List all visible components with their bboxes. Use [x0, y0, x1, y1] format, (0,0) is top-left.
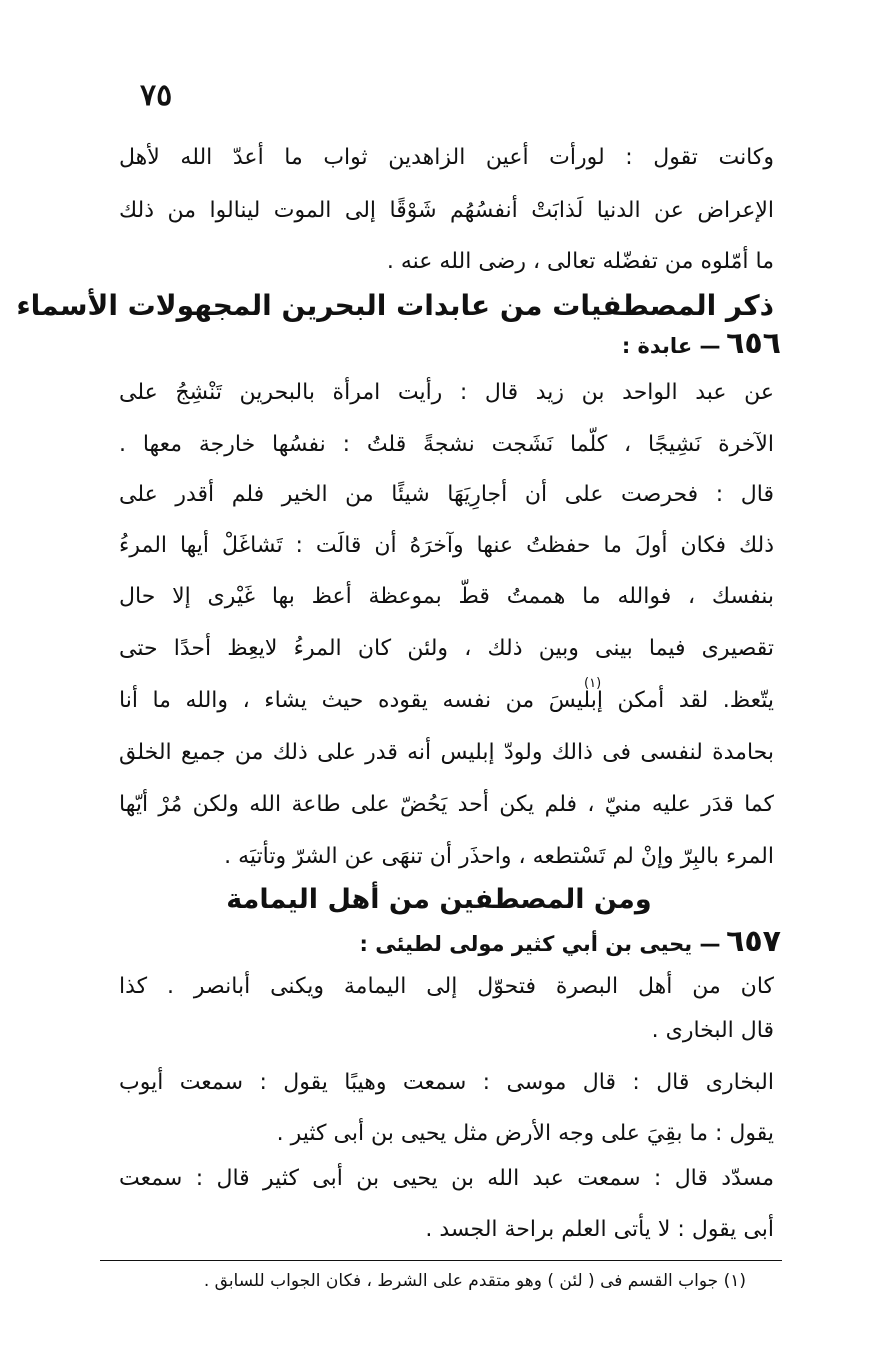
intro-line-2: الإعراض عن الدنيا لَذابَتْ أنفسُهُم شَوْقًا إلى الموت لينالوا من ذلك [119, 198, 774, 223]
page-number: ٧٥ [140, 78, 173, 113]
entry-657-line-4: يقول : ما بقِيَ على وجه الأرض مثل يحيى بن أبى كثير . [276, 1121, 774, 1146]
entry-656-line-10: المرء بالبِرّ وإنْ لم تَسْتطعه ، واحذَر أن تنهَى عن الشرّ وتأتيَه . [224, 844, 774, 869]
entry-656-line-4: ذلك فكان أولَ ما حفظتُ عنها وآخرَهُ أن قالَت : تَشاغَلْ أيها المرءُ [119, 533, 774, 558]
entry-656-line-3: قال : فحرصت على أن أجارِيَهَا شيئًا من الخير فلم أقدر على [119, 482, 774, 507]
entry-656-number: ٦٥٦ [726, 326, 781, 361]
entry-656-line-8: بحامدة لنفسى فى ذالك ولودّ إبليس أنه قدر على ذلك من جميع الخلق [119, 740, 774, 765]
footnote: (١) جواب القسم فى ( لئن ) وهو متقدم على الشرط ، فكان الجواب للسابق . [203, 1271, 746, 1291]
entry-656-line-9: كما قدَر عليه منيّ ، فلم يكن أحد يَحُضّ على طاعة الله ولكن مُرْ أيّها [119, 792, 774, 817]
entry-656-line-7 [119, 684, 774, 718]
section-title-bahrain: ذكر المصطفيات من عابدات البحرين المجهولات الأسماء [16, 289, 774, 322]
entry-656-line-7-text: يتّعظ. لقد أمكن إبليسَ من نفسه يقوده حيث يشاء ، والله ما أنا [119, 688, 774, 713]
entry-657-line-5: مسدّد قال : سمعت عبد الله بن يحيى بن أبى كثير قال : سمعت [119, 1166, 774, 1191]
section-title-yamama: ومن المصطفين من أهل اليمامة [226, 884, 652, 915]
footnote-marker: (١) [584, 676, 602, 691]
entry-656-line-2: الآخرة نَشِيجًا ، كلّما نَشَجت نشجةً قلتُ : نفسُها خارجة معها . [119, 432, 774, 457]
entry-657-number: ٦٥٧ [726, 924, 781, 959]
entry-656-line-5: بنفسك ، فوالله ما هممتُ قطّ بموعظة أعظ بها غَيْرى إلا حال [119, 584, 774, 609]
entry-656-heading [111, 326, 781, 361]
footnote-divider [100, 1260, 782, 1261]
entry-657-title: — يحيى بن أبي كثير مولى لطيئى : [359, 932, 721, 956]
entry-657-line-6: أبى يقول : لا يأتى العلم براحة الجسد . [425, 1217, 774, 1242]
entry-656-line-6: تقصيرى فيما بينى وبين ذلك ، ولئن كان المرءُ لايعِظ أحدًا حتى [119, 636, 774, 661]
entry-657-line-2: قال البخارى . [651, 1018, 774, 1043]
entry-656-line-1: عن عبد الواحد بن زيد قال : رأيت امرأة بالبحرين تَنْشِجُ على [119, 380, 774, 405]
entry-657-line-1: كان من أهل البصرة فتحوّل إلى اليمامة ويكنى أبانصر . كذا [119, 974, 774, 999]
entry-657-heading [111, 924, 781, 959]
entry-657-line-3: البخارى قال : قال موسى : سمعت وهيبًا يقول : سمعت أيوب [119, 1070, 774, 1095]
entry-656-title: — عابدة : [621, 334, 721, 358]
intro-line-1: وكانت تقول : لورأت أعين الزاهدين ثواب ما أعدّ الله لأهل [119, 145, 774, 170]
intro-line-3: ما أمّلوه من تفضّله تعالى ، رضى الله عنه . [386, 249, 774, 274]
